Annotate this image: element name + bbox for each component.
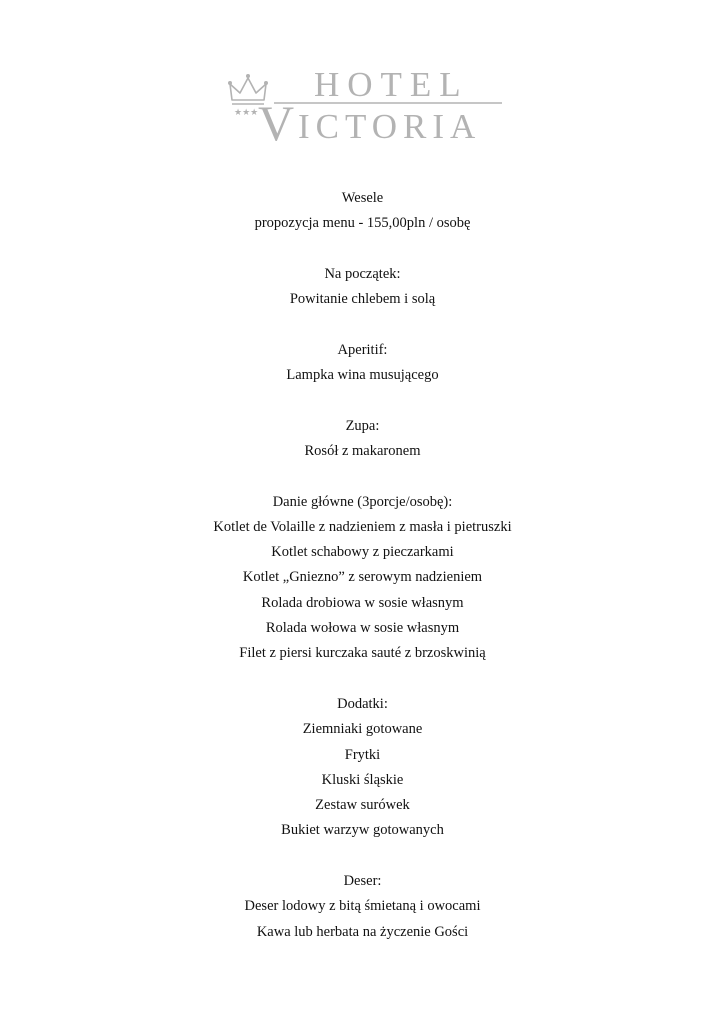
menu-item: Zestaw surówek: [315, 797, 410, 814]
menu-item: Filet z piersi kurczaka sauté z brzoskwinią: [239, 645, 486, 662]
menu-item: Kotlet „Gniezno” z serowym nadzieniem: [242, 569, 483, 586]
section-heading: Aperitif:: [337, 341, 388, 358]
menu-item: Kotlet schabowy z pieczarkami: [271, 544, 454, 561]
section-heading: Zupa:: [345, 417, 380, 434]
hotel-logo: [226, 62, 502, 144]
section-heading: Na początek:: [324, 265, 401, 282]
spacer: [0, 312, 725, 337]
logo-line-hotel: HOTEL: [314, 65, 469, 104]
menu-item: Frytki: [344, 746, 381, 763]
section-heading: Danie główne (3porcje/osobę):: [272, 493, 453, 510]
menu-content: [0, 186, 725, 945]
menu-item: Kawa lub herbata na życzenie Gości: [256, 923, 469, 940]
spacer: [0, 237, 725, 262]
hotel-victoria-logo-graphic: [226, 62, 502, 144]
logo-initial-v: V: [258, 95, 295, 144]
menu-item: Lampka wina musującego: [286, 367, 439, 384]
section-heading: Dodatki:: [337, 695, 388, 712]
menu-subtitle: propozycja menu - 155,00pln / osobę: [254, 215, 471, 232]
menu-item: Kluski śląskie: [321, 771, 404, 788]
menu-item: Rosół z makaronem: [304, 442, 421, 459]
menu-item: Bukiet warzyw gotowanych: [281, 822, 444, 839]
menu-item: Powitanie chlebem i solą: [289, 291, 436, 308]
menu-item: Kotlet de Volaille z nadzieniem z masła i pietruszki: [213, 518, 512, 535]
three-stars-icon: [234, 108, 258, 118]
spacer: [0, 388, 725, 413]
menu-item: Deser lodowy z bitą śmietaną i owocami: [244, 898, 481, 915]
section-heading: Deser:: [343, 873, 382, 890]
menu-item: Ziemniaki gotowane: [302, 721, 423, 738]
menu-title: Wesele: [341, 190, 384, 206]
menu-item: Rolada wołowa w sosie własnym: [265, 620, 460, 637]
spacer: [0, 464, 725, 489]
svg-text:★★★: ★★★: [234, 108, 259, 118]
logo-line-victoria: ICTORIA: [298, 107, 482, 144]
spacer: [0, 844, 725, 869]
menu-item: Rolada drobiowa w sosie własnym: [261, 594, 464, 611]
spacer: [0, 667, 725, 692]
